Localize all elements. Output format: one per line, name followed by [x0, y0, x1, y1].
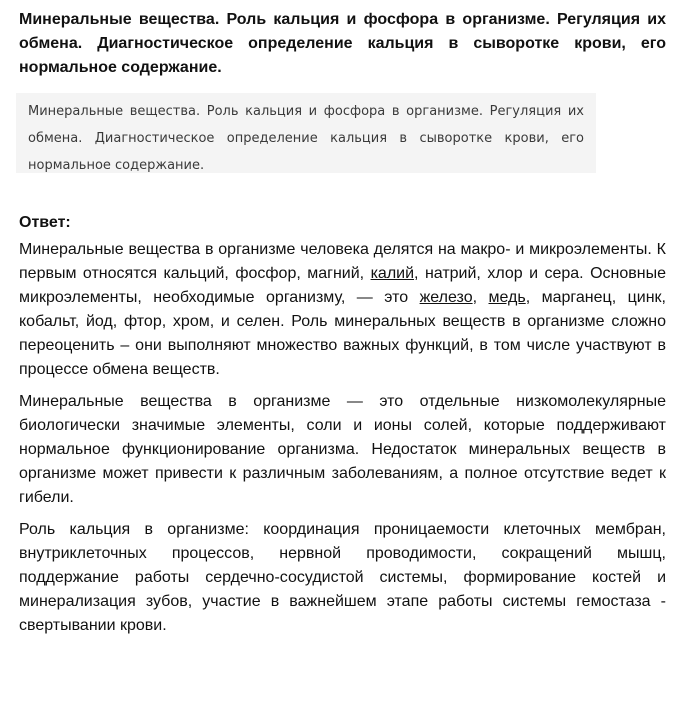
copper-link[interactable]: медь — [488, 289, 526, 306]
paragraph-1-text-b: , натрий, хлор и сера. Основные микроэлементы, необходимые организму, — это — [19, 265, 666, 306]
answer-label: Ответ: — [19, 214, 71, 231]
question-image-text: Минеральные вещества. Роль кальция и фосфора в организме. Регуляция их обмена. Диагностическое определение кальция в сыворотке крови, его нормальное содержание. — [28, 104, 584, 173]
paragraph-1-text-a: Минеральные вещества в организме человека делятся на макро- и микроэлементы. К первым относятся кальций, фосфор, магний, — [19, 241, 666, 282]
answer-paragraph-2: Минеральные вещества в организме — это отдельные низкомолекулярные биологически значимые элементы, соли и ионы солей, которые поддерживают нормальное функционирование организма. Недостаток минеральных веществ в организме может привести к различным заболеваниям, а полное отсутствие ведет к гибели. — [19, 393, 666, 506]
question-heading: Минеральные вещества. Роль кальция и фосфора в организме. Регуляция их обмена. Диагностическое определение кальция в сыворотке крови, его нормальное содержание. — [19, 11, 666, 76]
answer-paragraph-1 — [19, 238, 666, 382]
question-image — [16, 93, 596, 173]
paragraph-1-text-c: , — [472, 289, 489, 306]
iron-link[interactable]: железо — [419, 289, 473, 306]
potassium-link[interactable]: калий — [370, 265, 415, 282]
answer-paragraph-3: Роль кальция в организме: координация проницаемости клеточных мембран, внутриклеточных процессов, нервной проводимости, сокращений мышц, поддержание работы сердечно-сосудистой системы, формирование костей и минерализация зубов, участие в важнейшем этапе работы системы гемостаза - свертывании крови. — [19, 521, 666, 634]
paragraph-1-text-d: , марганец, цинк, кобальт, йод, фтор, хром, и селен. Роль минеральных веществ в организме сложно переоценить – они выполняют множество важных функций, в том числе участвуют в процессе обмена веществ. — [19, 289, 666, 378]
